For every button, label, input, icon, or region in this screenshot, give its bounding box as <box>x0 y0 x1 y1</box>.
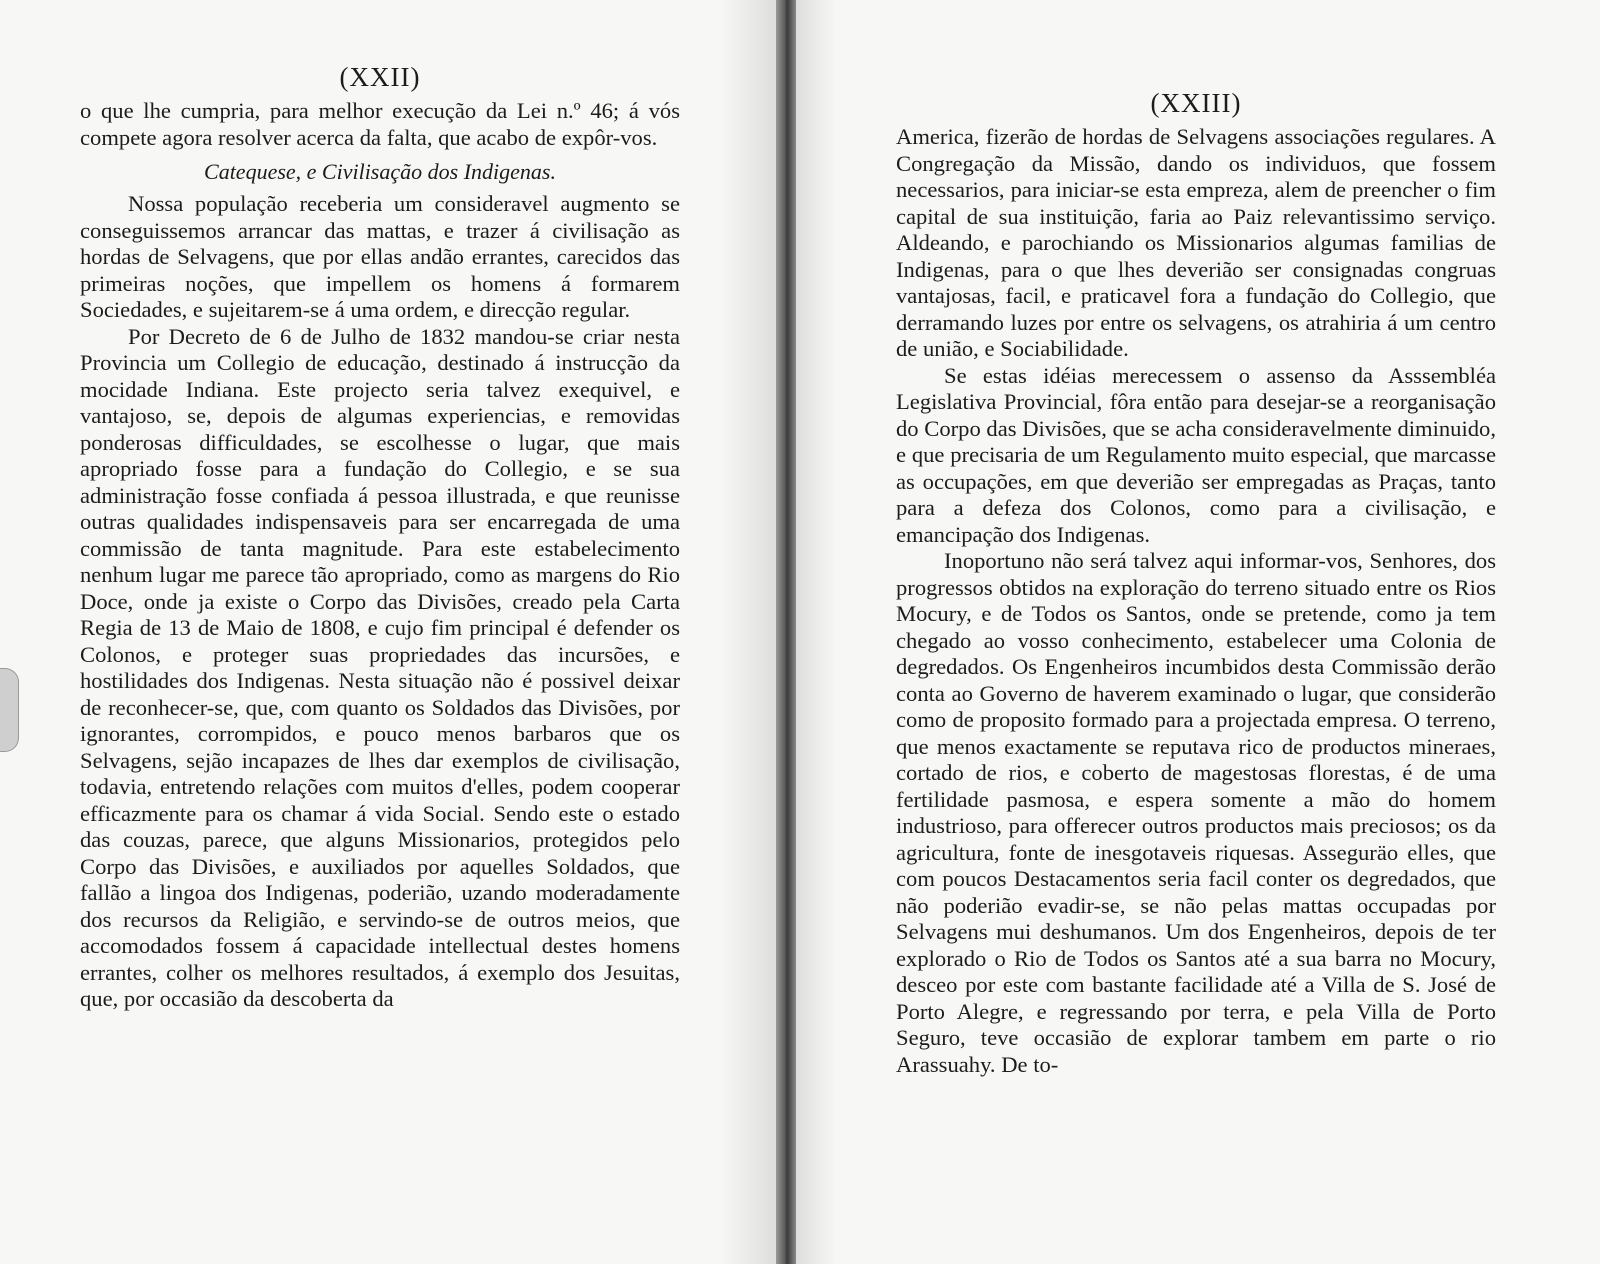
right-paragraph-3: Inoportuno não será talvez aqui informar-vos, Senhores, dos progressos obtidos na exploração do terreno situado entre os Rios Mocury, e de Todos os Santos, onde se pretende, como ja tem chegado ao vosso conhecimento, estabelecer uma Colonia de degredados. Os Engenheiros incumbidos desta Commissão derão conta ao Governo de haverem examinado o lugar, que considerão como de proposito formado para a projectada empresa. O terreno, que menos exactamente se reputava rico de productos mineraes, cortado de rios, e coberto de magestosas florestas, é de uma fertilidade pasmosa, e espera somente a mão do homem industrioso, para offerecer outros productos mais preciosos; os da agricultura, fonte de inesgotaveis riquesas. Asseguräo elles, que com poucos Destacamentos seria facil conter os degredados, que não poderião evadir-se, se não pelas mattas occupadas por Selvagens mui deshumanos. Um dos Engenheiros, depois de ter explorado o Rio de Todos os Santos até a sua barra no Mocury, desceo por este com bastante facilidade até a Villa de S. José de Porto Alegre, e regressando por terra, e pela Villa de Porto Seguro, teve occasião de explorar tambem em parte o rio Arassuahy. De to- <box>896 548 1496 1077</box>
left-text-column <box>80 62 680 1013</box>
left-paragraph-2: Por Decreto de 6 de Julho de 1832 mandou-se criar nesta Provincia um Collegio de educação, destinado á instrucção da mocidade Indiana. Este projecto seria talvez exequivel, e vantajoso, se, depois de algumas experiencias, e removidas ponderosas difficuldades, se escolhesse o lugar, que mais apropriado fosse para a fundação do Collegio, e se sua administração fosse confiada á pessoa illustrada, e que reunisse outras qualidades indispensaveis para ser encarregada de uma commissão de tanta magnitude. Para este estabelecimento nenhum lugar me parece tão apropriado, como as margens do Rio Doce, onde ja existe o Corpo das Divisões, creado pela Carta Regia de 13 de Maio de 1808, e cujo fim principal é defender os Colonos, e proteger suas propriedades das incursões, e hostilidades dos Indigenas. Nesta situação não é possivel deixar de reconhecer-se, que, com quanto os Soldados das Divisões, por ignorantes, corrompidos, e pouco menos barbaros que os Selvagens, sejão incapazes de lhes dar exemplos de civilisação, todavia, entretendo relações com muitos d'elles, podem cooperar efficazmente para os chamar á vida Social. Sendo este o estado das couzas, parece, que alguns Missionarios, protegidos pelo Corpo das Divisões, e auxiliados por aquelles Soldados, que fallão a lingoa dos Indigenas, poderião, uzando moderadamente dos recursos da Religião, e servindo-se de outros meios, que accomodados fossem á capacidade intellectual destes homens errantes, colher os melhores resultados, á exemplo dos Jesuitas, que, por occasião da descoberta da <box>80 323 680 1011</box>
right-paragraph-2: Se estas idéias merecessem o assenso da Asssembléa Legislativa Provincial, fôra então para desejar-se a reorganisação do Corpo das Divisões, que se acha consideravelmente diminuido, e que precisaria de um Regulamento muito especial, que marcasse as occupações, em que deverião ser empregadas as Praças, tanto para a defeza dos Colonos, como para a civilisação, e emancipação dos Indigenas. <box>896 362 1496 547</box>
page-number-right: (XXIII) <box>1150 88 1242 118</box>
right-page <box>796 0 1600 1264</box>
gutter-shadow-right <box>796 0 836 1264</box>
intro-paragraph: o que lhe cumpria, para melhor execução da Lei n.º 46; á vós compete agora resolver acerca da falta, que acabo de expôr-vos. <box>80 98 680 150</box>
page-tab-mark <box>0 668 19 752</box>
book-gutter <box>776 0 796 1264</box>
gutter-shadow-left <box>720 0 776 1264</box>
left-paragraph-1: Nossa população receberia um consideravel augmento se conseguissemos arrancar das mattas, e trazer á civilisação as hordas de Selvagens, que por ellas andão errantes, carecidos das primeiras noções, que impellem os homens á formarem Sociedades, e sujeitarem-se á uma ordem, e direcção regular. <box>80 191 680 322</box>
left-page <box>0 0 776 1264</box>
page-number-left: (XXII) <box>339 62 421 92</box>
right-text-column <box>896 88 1496 1078</box>
right-paragraph-1: America, fizerão de hordas de Selvagens associações regulares. A Congregação da Missão, dando os individuos, que fossem necessarios, para iniciar-se esta empreza, alem de preencher o fim capital de sua instituição, faria ao Paiz relevantissimo serviço. Aldeando, e parochiando os Missionarios algumas familias de Indigenas, para o que lhes deverião ser consignadas congruas vantajosas, facil, e praticavel fora a fundação do Collegio, que derramando luzes por entre os selvagens, os atrahiria á um centro de união, e Sociabilidade. <box>896 124 1496 361</box>
section-title: Catequese, e Civilisação dos Indigenas. <box>204 159 556 184</box>
